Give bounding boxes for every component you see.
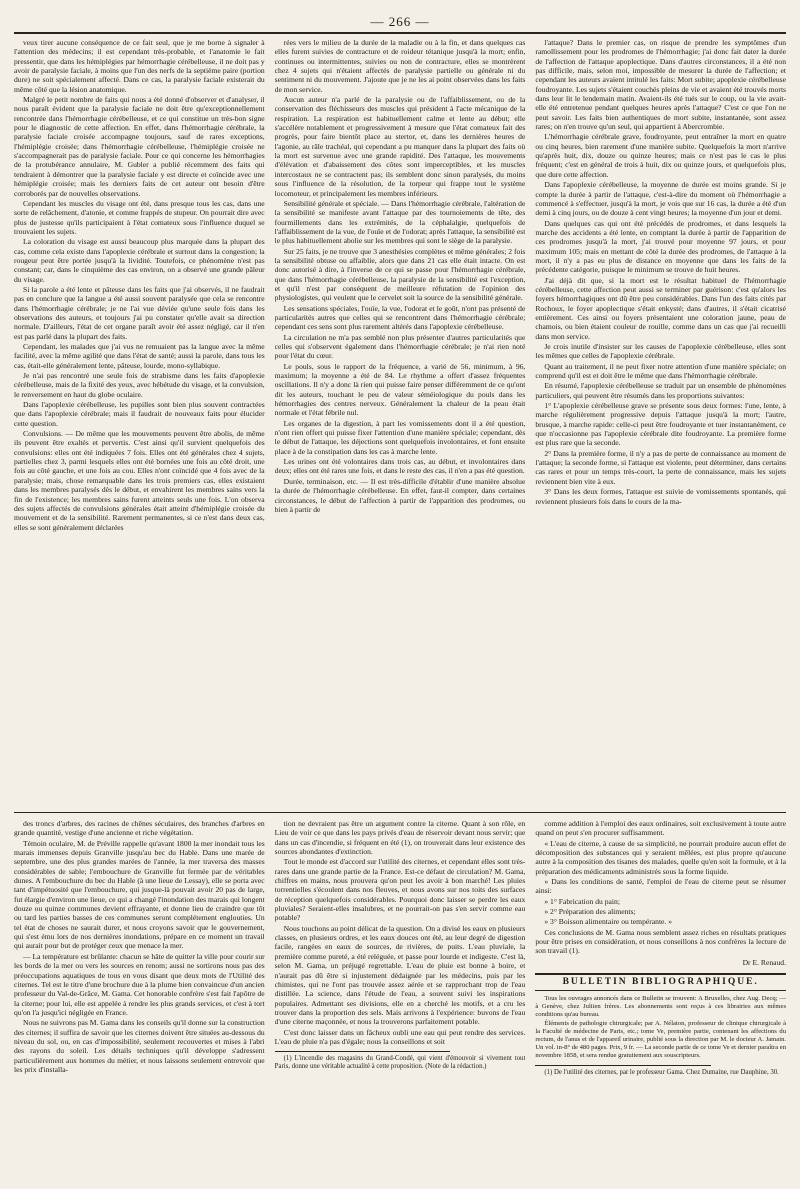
- upper-article-columns: [14, 38, 786, 808]
- paragraph: Je n'ai pas rencontré une seule fois de strabisme dans les faits d'apoplexie cérébelleuse, mais de la fixité des yeux, avec hébétude du visage, et la convulsion, le renversement en haut du globe oculaire.: [14, 371, 265, 399]
- paragraph: Aucun auteur n'a parlé de la paralysie ou de l'affaiblissement, ou de la conservation des fléchisseurs des muscles qui président à l'acte mécanique de la respiration. La respiration est habituellement calme et lente au début; elle s'accélère notablement et progressivement à mesure que l'état comateux fait des progrès, pour faire bientôt place au stertor, et, dans les dernières heures de l'agonie, au râle trachéal, qui cependant a pu manquer dans la plupart des faits où la mort est survenue avec une grande rapidité. Des l'attaque, les mouvements d'élévation et d'abaissement des côtes sont imperceptibles, et les muscles intercostaux ne se contractent pas; ils semblent donc sinon paralysés, du moins sous l'influence de la résolution, de la torpeur qui frappe tout le système locomoteur, et principalement les membres inférieurs.: [274, 95, 526, 198]
- paragraph: Les urines ont été volontaires dans trois cas, au début, et involontaires dans deux; elles ont été rares une fois, et dans le reste des cas, il n'en a pas été question.: [274, 457, 526, 476]
- paragraph: Témoin oculaire, M. de Préville rappelle qu'avant 1800 la mer inondait tous les marais immenses depuis Granville jusqu'au bec du Hable. Dans une marée de septembre, une des plus grandes marées de l'année, la mer traversa des masses considérables de sable; l'embouchure de Granville fut fermée par de véritables dunes. A l'embouchure du bec du Hable (à une lieue de Lessay), elle se porta avec tant d'impétuosité que l'embouchure, qui jusque-là pouvait avoir 20 pas de large, fut élargie d'environ une lieue, ce qui a changé l'inondation des marais qui longent douze ou quinze communes devient effrayante, et donne lieu de craindre que tôt ou tard les parties basses de ces communes seront complétement englouties. Un tel état de choses ne saurait durer, et nous croyons savoir que le gouvernement, qui s'est ému lors de nos dernières inondations, prépare en ce moment un travail qui aurait pour but de protéger ceux que menace la mer.: [14, 838, 265, 951]
- paragraph: Dans l'apoplexie cérébelleuse, les pupilles sont bien plus souvent contractées que dans l'apoplexie cérébrale; mais il faudrait de nouveaux faits pour élucider cette question.: [14, 400, 265, 428]
- paragraph: Si la parole a été lente et pâteuse dans les faits que j'ai observés, il ne faudrait pas en conclure que la langue a été aussi souvent paralysée que cela se rencontre dans l'hémorrhagie cérébrale; je ne l'ai vue déviée qu'une seule fois dans les observations des auteurs, et toujours j'ai pu constater qu'elle avait sa direction normale. D'ailleurs, l'état de cet organe paraît avoir été assez négligé, car il n'en est pas parlé dans la plupart des faits.: [14, 284, 265, 341]
- paragraph: Convulsions. — De même que les mouvements peuvent être abolis, de même ils peuvent être exaltés et pervertis. C'est ainsi qu'il survient quelquefois des convulsions: elles ont été indiquées 7 fois. Elles ont été générales chez 4 sujets, partielles chez 3, parmi lesquels elles ont été bornées une fois au côté droit, une fois au côté gauche, et une fois au cou. Elles n'ont coïncidé que 4 fois avec de la paralysie; mais, chose remarquable dans les trois premiers cas, elles existaient dans les membres paralysés dès le début, et envahirent les membres sains vers la fin de l'existence; les membres sains furent atteints seuls une fois. L'on observa des sujets affectés de convulsions générales était atteint d'hémiplégie croisée du mouvement et de la sensibilité. Rarement permanentes, si ce n'est dans deux cas, elles se sont généralement déclarées: [14, 429, 265, 532]
- bulletin-entry: Éléments de pathologie chirurgicale; par A. Nélaton, professeur de clinique chirurgicale à la Faculté de médecine de Paris, etc.; tome Ve, première partie, contenant les affections du rectum, de l'anus et de l'appareil urinaire, publié sous la direction par M. le docteur A. Jamain. Un vol. in-8° de 480 pages. Prix, 9 fr. — La seconde partie de ce tome Ve et dernier paraîtra en novembre 1858, et sera rendue gratuitement aux souscripteurs.: [535, 1019, 787, 1059]
- paragraph: Le pouls, sous le rapport de la fréquence, a varié de 56, minimum, à 96, maximum; la moyenne a été de 84. Le rhythme a offert d'assez fréquentes oscillations. Il n'y a donc là rien qui puisse faire penser différemment de ce qu'ont dit les auteurs, touchant le peu de valeur séméiologique du pouls dans les hémorrhagies des centres nerveux. Généralement la chaleur de la peau était normale et l'état fébrile nul.: [274, 361, 526, 418]
- paragraph: Cependant, les malades que j'ai vus ne remuaient pas la langue avec la même facilité, avec la même agilité que dans l'état de santé; aussi la parole, dans tous les cas, était-elle généralement lente, pâteuse, lourde, mono-syllabique.: [14, 342, 265, 370]
- bulletin-footnote: [535, 1069, 786, 1077]
- paragraph: rées vers le milieu de la durée de la maladie ou à la fin, et dans quelques cas elles furent suivies de contracture et de roideur tétanique jusqu'à la mort; enfin, continues ou intermittentes, suivies ou non de contracture, elles se montrèrent chez 4 sujets qui n'étaient affectés de paralysie partielle ou générale ni du sentiment ni du mouvement. J'ajoute que je ne les ai point observées dans les faits de mon service.: [274, 38, 526, 94]
- paragraph: Je crois inutile d'insister sur les causes de l'apoplexie cérébelleuse, elles sont les mêmes que celles de l'apoplexie cérébrale.: [535, 342, 787, 361]
- paragraph: « L'eau de citerne, à cause de sa simplicité, ne pourrait produire aucun effet de décomposition des substances qui y seraient mêlées, est plus propre qu'aucune autre à la composition des tisanes des malades, quelle qu'en soit la formule, et à la préparation des médicaments administrés sous la forme liquide.: [535, 838, 787, 876]
- paragraph: des troncs d'arbres, des racines de chênes séculaires, des branches d'arbres en grande quantité, vestige d'une ancienne et riche végétation.: [14, 819, 265, 838]
- feuilleton-column-3: [535, 819, 786, 1164]
- paragraph: veux tirer aucune conséquence de ce fait seul, que je me borne à signaler à l'attention des médecins; il est cependant très-probable, et l'anatomie le fait pressentir, que dans les hémiplégies par hémorrhagie cérébelleuse, il ne doit pas y avoir de paralysie faciale, à moins que l'un des nerfs de la septième paire (portion dure) ne soit spécialement affecté. Dans ce cas, la paralysie faciale existerait du même côté que la lésion anatomique.: [14, 38, 265, 94]
- paragraph: Tout le monde est d'accord sur l'utilité des citernes, et cependant elles sont très-rares dans une grande partie de la France. Est-ce défaut de circulation? M. Gama, chiffres en mains, nous prouvera qu'on peut les avoir à bon marché! Les pluies torrentielles s'écoulent dans nos fleuves, et nous avons sur nos toits des surfaces de réception quelquefois considérables. Pourquoi donc laisser se perdre les eaux pluviales? Seraient-elles insalubres, et ne pourrait-on pas s'en servir comme eau potable?: [274, 857, 526, 923]
- lower-feuilleton-columns: [14, 819, 786, 1164]
- paragraph: La circulation ne m'a pas semblé non plus présenter d'autres particularités que celles qui s'observent également dans l'hémorrhagie cérébrale; je n'ai rien noté pour l'état du cœur.: [274, 332, 526, 361]
- paragraph: L'hémorrhagie cérébrale grave, foudroyante, peut entraîner la mort en quatre ou cinq heures, bien rarement d'une manière subite. Quelquefois la mort n'arrive qu'après huit, dix, douze ou quinze heures; mais ce n'est pas le cas le plus fréquent; c'est en général de trois à huit, dix ou quinze jours, et quelquefois plus, que dure cette affection.: [535, 132, 787, 179]
- bulletin-intro: Tous les ouvrages annoncés dans ce Bulletin se trouvent: A Bruxelles, chez Aug. Decq; — à Genève, chez Juliien frères. Les abonnements sont reçus à ces librairies aux mêmes conditions qu'au bureau.: [535, 994, 787, 1018]
- paragraph: C'est donc laisser dans un fâcheux oubli une eau qui peut rendre des services. L'eau de pluie n'a pas d'égale; nous la conseillons et soit: [274, 1027, 526, 1046]
- paragraph: comme addition à l'emploi des eaux ordinaires, soit exclusivement à toute autre quand on peut s'en procurer suffisamment.: [535, 819, 787, 838]
- footnote: [275, 1055, 526, 1071]
- paragraph: 1° L'apoplexie cérébelleuse grave se présente sous deux formes: l'une, lente, à marche régulièrement progressive depuis l'attaque jusqu'à la mort; l'autre, brusque, à marche rapide: celle-ci peut être foudroyante et tuer instantanément, ce que n'occasionne pas l'apoplexie cérébrale dite foudroyante. La première forme est plus rare que la seconde.: [535, 401, 787, 448]
- paragraph: J'ai déjà dit que, si la mort est le résultat habituel de l'hémorrhagie cérébelleuse, cette affection peut aussi se terminer par guérison: c'est qu'alors les foyers hémorrhagiques ont dû être peu considérables. Dans l'un des faits cités par Rochoux, le foyer apoplectique s'était enkysté; dans d'autres, il s'était cicatrisé entièrement. Ces ainsi ou foyers présentaient une coloration jaune, peau de chamois, ou bien étaient couleur de rouille, comme dans un cas que j'ai recueilli dans mon service.: [535, 275, 787, 341]
- paragraph: 3° Dans les deux formes, l'attaque est suivie de vomissements spontanés, qui reviennent plusieurs fois dans le cours de la ma-: [535, 487, 787, 506]
- paragraph: Sensibilité générale et spéciale. — Dans l'hémorrhagie cérébrale, l'altération de la sensibilité se manifeste avant l'attaque par des tournoiements de tête, des fourmillements dans les extrémités, de la céphalalgie, quelquefois de l'affaiblissement de la vue, de l'ouïe et de l'odorat; après l'attaque, la sensibilité est le plus habituellement abolie sur les membres qui sont le siège de la paralysie.: [274, 198, 526, 246]
- paragraph: l'attaque? Dans le premier cas, on risque de prendre les symptômes d'un ramollissement pour les prodromes de l'hémorrhagie; j'ai donc fait dater la durée de l'affection de l'attaque apoplectique. Dans d'autres circonstances, il a été non pas difficile, mais, selon moi, impossible de mesurer la durée de l'affection; et cependant les auteurs avaient intitulé les faits: Mort subite; apoplexie cérébelleuse foudroyante. Les sujets s'étaient couchés pleins de vie et avaient été trouvés morts dans leur lit le lendemain matin. Avaient-ils été tués sur le coup, ou la vie avait-elle été entretenue pendant quelques heures après l'attaque? C'est ce que l'on ne peut savoir. Les faits bien authentiques de mort subite, instantanée, sont assez rares; on n'en trouve qu'un seul, qui appartient à Abercrombie.: [535, 38, 787, 132]
- paragraph: — La température est brûlante: chacun se hâte de quitter la ville pour courir sur les bords de la mer ou vers les sources en renom; aussi ne sortirons nous pas des préoccupations aquatiques de tous en vous disant que deux mots de l'Utilité des citernes. Tel est le titre d'une brochure due à la plume bien convaincue d'un ancien professeur du Val-de-Grâce, M. Gama. Cet honorable confrère s'est fait l'apôtre de la citerne; pour lui, elle est appelée à rendre les plus grands services, et c'est à tort qu'on l'a jusqu'ici négligée en France.: [14, 951, 265, 1017]
- paragraph: Dans quelques cas qui ont été précédés de prodromes, et dans lesquels la marche des accidents a été lente, en comptant la durée à partir de l'apparition de ces prodromes jusqu'à la mort, j'ai trouvé pour moyenne 97 jours, et pour maximum 105; mais en mettant de côté la durée des prodromes, de l'attaque à la mort, il n'y a pas eu plus de distance en moyenne que dans les faits de la précédente catégorie, puisque le minimum se trouve de huit heures.: [535, 218, 787, 275]
- bulletin-rule: [535, 990, 786, 991]
- footnote-rule: [535, 1065, 710, 1066]
- article-column-2: [275, 38, 526, 808]
- paragraph: » 3° Boisson alimentaire ou tempérante. »: [544, 917, 673, 927]
- paragraph: En résumé, l'apoplexie cérébelleuse se traduit par un ensemble de phénomènes particuliers, qui peuvent être résumés dans les proportions suivantes:: [535, 381, 787, 400]
- paragraph: 2° Dans la première forme, il n'y a pas de perte de connaissance au moment de l'attaque; la seconde forme, si l'attaque est violente, peut déterminer, dans certains cas rares et pour un temps très-court, la perte de connaissance, mais les sujets reviennent bien vite à eux.: [535, 448, 787, 486]
- header-rule: [14, 32, 786, 34]
- feuilleton-column-1: [14, 819, 265, 1164]
- paragraph: » 2° Préparation des aliments;: [544, 907, 636, 917]
- article-column-3: [535, 38, 786, 808]
- paragraph: Durée, terminaison, etc. — Il est très-difficile d'établir d'une manière absolue la durée de l'hémorrhagie cérébelleuse. En effet, faut-il compter, dans certaines circonstances, le début de l'affection à partir de l'apparition des prodromes, ou bien à partir de: [274, 476, 526, 514]
- article-column-1: [14, 38, 265, 808]
- paragraph: Les organes de la digestion, à part les vomissements dont il a été question, n'ont rien offert qui puisse fixer l'attention d'une manière spéciale; cependant, dès le début de l'attaque, les déjections sont quelquefois involontaires, et font ensuite place à de la constipation dans les cas à marche lente.: [274, 418, 526, 456]
- bulletin-title: BULLETIN BIBLIOGRAPHIQUE.: [562, 977, 759, 988]
- author-signature: Dr E. Renaud.: [742, 957, 787, 967]
- section-divider: [14, 812, 786, 813]
- paragraph: Nous touchons au point délicat de la question. On a divisé les eaux en plusieurs classes, en plusieurs ordres, et les eaux douces ont été, au leur degré de digestion facile, rangées en eaux de sources, de rivières, de puits. L'eau pluviale, la première comme pureté, a été reléguée, et passe pour lourde et indigeste. C'est là, selon M. Gama, un préjugé regrettable. L'eau de pluie est bonne à boire, et n'aurait pas dû être si injustement dédaignée par les médecins, puis par les chimistes, qui ne l'ont pas trouvée assez aérée et se rapprochant trop de l'eau distillée. La science, dans l'étude de l'eau, a souvent suivi les inspirations populaires. Admettant ses divisions, elle en a cherché les motifs, et a cru les trouver dans la proportion des sels. Mais arrivons à l'expérience: buvons de l'eau d'une citerne maçonnée, et nous la trouverons parfaitement potable.: [274, 923, 526, 1027]
- paragraph: tion ne devraient pas être un argument contre la citerne. Quant à son rôle, en Lieu de voir ce que dans les pays privés d'eau de réservoir devant nous servir; que dans un cas d'incendie, si fréquent en été (1), on trouverait dans leur existence des sources abondantes d'extinction.: [274, 819, 526, 857]
- paragraph: Sur 25 faits, je ne trouve que 3 anesthésies complètes et même générales; 2 fois la sensibilité obtuse ou affaiblie, alors que dans 21 cas elle était intacte. On est donc autorisé à dire, à l'inverse de ce qui se passe pour l'hémorrhagie cérébrale, que dans l'hémorrhagie cérébelleuse, la paralysie de la sensibilité est l'exception, et qu'il n'est par conséquent de meilleure réfutation de l'opinion des physiologistes, qui veulent que le cervelet soit la source de la sensibilité générale.: [274, 246, 526, 303]
- feuilleton-column-2: [275, 819, 526, 1164]
- footnote-text: (1) L'incendie des magasins du Grand-Condé, qui vient d'émouvoir si vivement tout Paris, donne une véritable actualité à cette proposition. (Note de la rédaction.): [274, 1055, 526, 1071]
- paragraph: Ces conclusions de M. Gama nous semblent assez riches en résultats pratiques pour être prises en considération, et nous conseillons à nos confrères la lecture de son travail (1).: [535, 927, 787, 956]
- page-number: — 266 —: [370, 14, 430, 29]
- paragraph: Nous ne suivrons pas M. Gama dans les conseils qu'il donne sur la construction des citernes; il suffira de savoir que les citernes doivent être situées au-dessous du niveau du sol, ou, en cas d'impossibilité, seulement recouvertes et mises à l'abri des rayons du soleil. Les détails techniques qu'il développe s'adressent particulièrement aux hommes du métier, et nous laissons seulement entrevoir que les prix d'installa-: [14, 1018, 265, 1074]
- paragraph: Malgré le petit nombre de faits qui nous a été donné d'observer et d'analyser, il nous paraît évident que la paralysie faciale ne doit être qu'exceptionnellement rencontrée dans l'hémorrhagie cérébelleuse, et ce qui constitue un très-bon signe pour le diagnostic de cette affection. En effet, dans l'hémorrhagie cérébrale, la paralysie faciale croisée accompagne toujours, sauf de rares exceptions, l'hémiplégie croisée; dans l'hémorrhagie cérébelleuse, l'hémiplégie croisée ne s'accompagnerait pas de paralysie faciale. Pour ce qui concerne les hémorrhagies de la protubérance annulaire, M. Gubler a publié récemment des faits qui tendraient à démontrer que la paralysie faciale y est directe et coïncide avec une hémiplégie croisée; mais les derniers faits de cet auteur ont besoin d'être corroborés par de nouvelles observations.: [14, 95, 265, 198]
- page-header: [14, 8, 786, 38]
- bulletin-rule: [535, 973, 786, 975]
- paragraph: La coloration du visage est aussi beaucoup plus marquée dans la plupart des cas, comme cela existe dans l'apoplexie cérébrale et surtout dans la congestion; la rougeur peut être portée jusqu'à la lividité. Toutefois, ce phénomène n'est pas constant; car, dans le cinquième des cas environ, on a observé une grande pâleur du visage.: [14, 237, 265, 284]
- paragraph: Les sensations spéciales, l'ouïe, la vue, l'odorat et le goût, n'ont pas présenté de particularités autres que celles qui se rencontrent dans l'hémorrhagie cérébrale; cependant ces sens sont plus rarement altérés dans l'apoplexie cérébelleuse.: [274, 303, 526, 332]
- paragraph: Cependant les muscles du visage ont été, dans presque tous les cas, dans une sorte de relâchement, d'atonie, et comme frappés de stupeur. On pourrait dire avec plus de justesse qu'ils participaient à l'état comateux sous l'influence duquel se trouvaient les sujets.: [14, 198, 265, 236]
- newspaper-page: [14, 8, 786, 1178]
- paragraph: » 1° Fabrication du pain;: [544, 896, 620, 906]
- footnote-text: (1) De l'utilité des citernes, par le professeur Gama. Chez Dumaine, rue Dauphine, 30.: [544, 1068, 779, 1076]
- footnote-rule: [275, 1051, 450, 1052]
- paragraph: » Dans les conditions de santé, l'emploi de l'eau de citerne peut se résumer ainsi:: [535, 877, 787, 896]
- paragraph: Quant au traitement, il ne peut fixer notre attention d'une manière spéciale; on comprend qu'il est et doit être le même que dans l'hémorrhagie cérébrale.: [535, 361, 787, 381]
- paragraph: Dans l'apoplexie cérébelleuse, la moyenne de durée est moins grande. Si je compte la durée à partir de l'attaque, c'est-à-dire du moment où l'hémorrhagie a commencé à s'effectuer, jusqu'à la mort, je vois que sur 16 cas, la durée a été d'un demi à cinq jours, ou de douze à cent vingt heures; la moyenne d'un jour et demi.: [535, 180, 787, 218]
